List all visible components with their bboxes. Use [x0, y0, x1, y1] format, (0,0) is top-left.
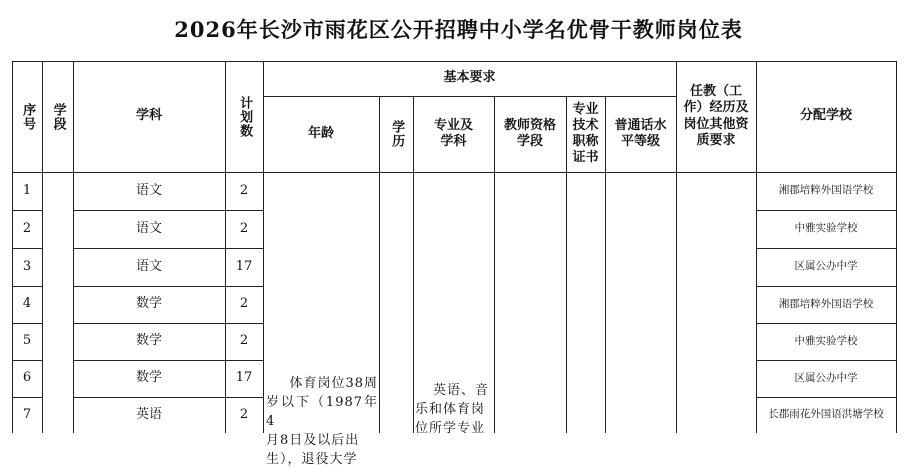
- header-title-cert: 专业技术职称证书: [572, 101, 599, 166]
- header-education: 学历: [389, 120, 405, 148]
- header-seq: 序号: [20, 102, 36, 131]
- row-seq: 3: [22, 258, 32, 274]
- row-school: 湘郡培粹外国语学校: [778, 184, 874, 197]
- row-seq: 6: [22, 370, 32, 386]
- row-subject: 英语: [135, 406, 162, 422]
- row-plan: 2: [239, 333, 249, 349]
- age-requirement-text: [266, 374, 378, 467]
- header-mandarin: 普通话水平等级: [614, 117, 667, 149]
- major-line: 乐和体育岗: [415, 402, 486, 417]
- header-stage: 学段: [50, 102, 66, 131]
- row-seq: 1: [22, 182, 32, 198]
- age-line: 月8日及以后出: [266, 433, 360, 448]
- row-school: 长郡雨花外国语洪塘学校: [768, 408, 884, 421]
- row-subject: 数学: [135, 296, 162, 312]
- age-line: 体育岗位38周: [289, 376, 378, 391]
- major-requirement-text: [415, 381, 493, 436]
- age-line: 岁以下（1987年4: [266, 395, 378, 429]
- row-school: 区属公办中学: [794, 371, 858, 384]
- row-school: 中雅实验学校: [794, 222, 858, 235]
- row-seq: 7: [22, 406, 32, 422]
- row-plan: 2: [239, 406, 249, 422]
- row-seq: 4: [22, 296, 32, 312]
- row-seq: 5: [22, 333, 32, 349]
- row-school: 区属公办中学: [794, 260, 858, 273]
- row-subject: 语文: [135, 220, 162, 236]
- age-line: 生），退役大学: [266, 452, 358, 467]
- row-plan: 17: [235, 370, 253, 386]
- header-experience: 任教（工作）经历及岗位其他资质要求: [683, 84, 749, 148]
- major-line: 位所学专业: [415, 421, 486, 436]
- row-subject: 数学: [135, 333, 162, 349]
- page-title: 2026年长沙市雨花区公开招聘中小学名优骨干教师岗位表: [174, 17, 743, 42]
- row-plan: 2: [239, 296, 249, 312]
- header-school: 分配学校: [799, 108, 852, 124]
- row-plan: 17: [235, 258, 253, 274]
- row-subject: 语文: [135, 258, 162, 274]
- header-age: 年龄: [307, 125, 334, 141]
- major-line: 英语、音: [432, 383, 489, 398]
- row-subject: 数学: [135, 370, 162, 386]
- header-subject: 学科: [135, 108, 162, 124]
- row-plan: 2: [239, 182, 249, 198]
- header-cert-stage: 教师资格学段: [504, 117, 557, 149]
- row-plan: 2: [239, 220, 249, 236]
- row-subject: 语文: [135, 182, 162, 198]
- row-seq: 2: [22, 220, 32, 236]
- header-major: 专业及学科: [433, 117, 473, 149]
- row-school: 湘郡培粹外国语学校: [778, 297, 874, 310]
- row-school: 中雅实验学校: [794, 334, 858, 347]
- header-plan: 计划数: [237, 95, 253, 138]
- header-basic-requirements: 基本要求: [443, 70, 496, 86]
